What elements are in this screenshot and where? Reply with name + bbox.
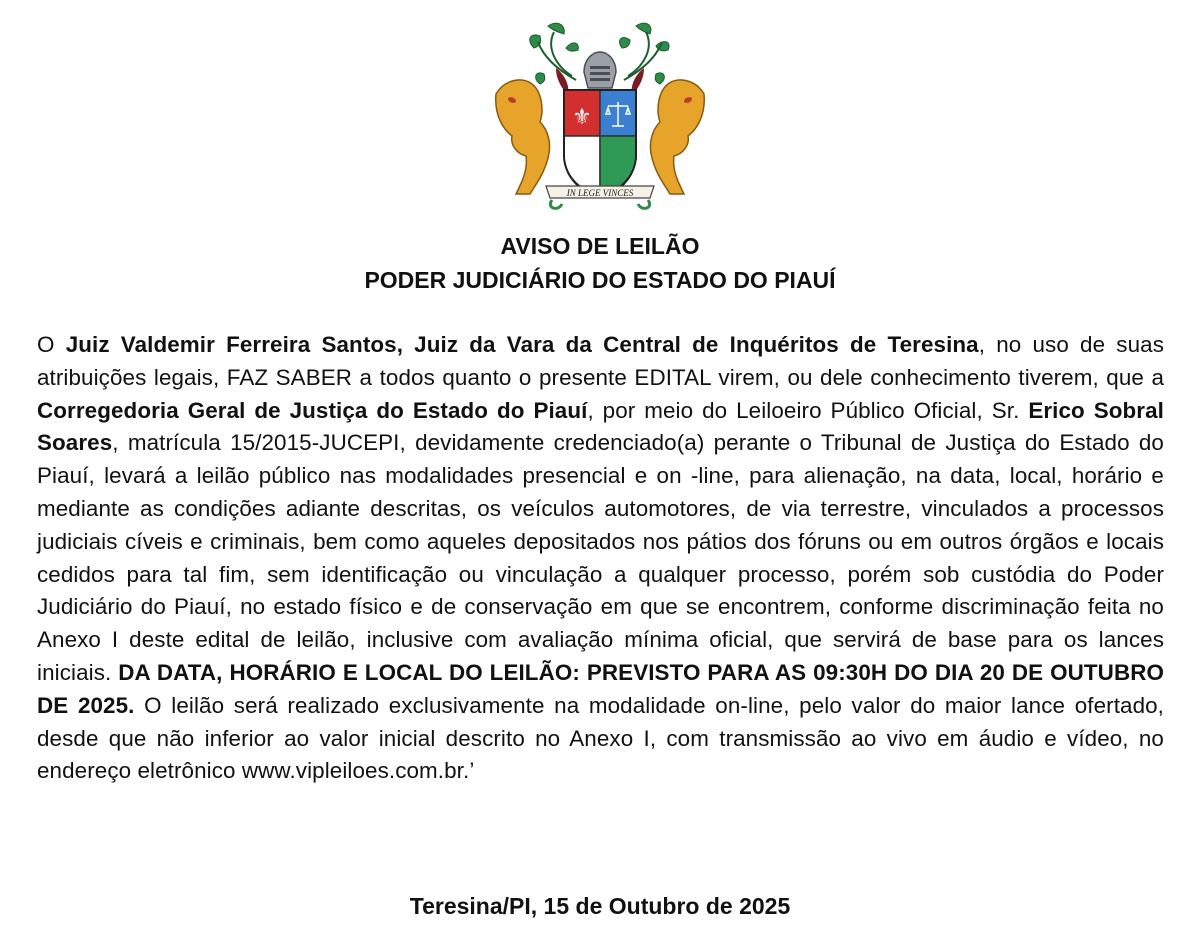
body-text-1: O — [37, 332, 66, 357]
notice-title: AVISO DE LEILÃO — [500, 233, 700, 259]
place-date-signoff: Teresina/PI, 15 de Outubro de 2025 — [409, 893, 791, 919]
corregedoria-name: Corregedoria Geral de Justiça do Estado do Piauí — [37, 397, 588, 423]
svg-text:⚜: ⚜ — [572, 105, 592, 130]
notice-subtitle: PODER JUDICIÁRIO DO ESTADO DO PIAUÍ — [364, 267, 836, 293]
body-text-4: , matrícula 15/2015-JUCEPI, devidamente credenciado(a) perante o Tribunal de Justiça do Estado do Piauí, levará a leilão público nas modalidades presencial e on -line, para alienação, na data, local, horário e mediante as condições adiante descritas, os veículos automotores, de via terrestre, vinculados a processos judiciais cíveis e criminais, bem como aqueles depositados nos pátios dos fóruns ou em outros órgãos e locais cedidos para tal fim, sem identificação ou vinculação a qualquer processo, porém sob custódia do Poder Judiciário do Piauí, no estado físico e de conservação em que se encontrem, conforme discriminação feita no Anexo I deste edital de leilão, inclusive com avaliação mínima oficial, que servirá de base para os lances iniciais. — [37, 430, 1164, 685]
notice-body — [37, 329, 1164, 788]
judge-name: Juiz Valdemir Ferreira Santos, Juiz da Vara da Central de Inquéritos de Teresina — [65, 332, 979, 357]
body-text-5: O leilão será realizado exclusivamente na modalidade on-line, pelo valor do maior lance ofertado, desde que não inferior ao valor inicial descrito no Anexo I, com transmissão ao vivo em áudio e vídeo, no endereço eletrônico www.vipleiloes.com.br.’ — [37, 692, 1165, 784]
auction-date-time: DA DATA, HORÁRIO E LOCAL DO LEILÃO: PREVISTO PARA AS 09:30H DO DIA 20 DE OUTUBRO DE 2025. — [37, 659, 1164, 718]
coat-of-arms-icon — [486, 18, 714, 214]
body-text-2: , no uso de suas atribuições legais, FAZ SABER a todos quanto o presente EDITAL virem, ou dele conhecimento tiverem, que a — [37, 332, 1164, 390]
body-text-3: , por meio do Leiloeiro Público Oficial, Sr. — [587, 397, 1029, 423]
auctioneer-name: Erico Sobral Soares — [37, 397, 1164, 456]
crest-motto: IN LEGE VINCES — [566, 188, 634, 198]
